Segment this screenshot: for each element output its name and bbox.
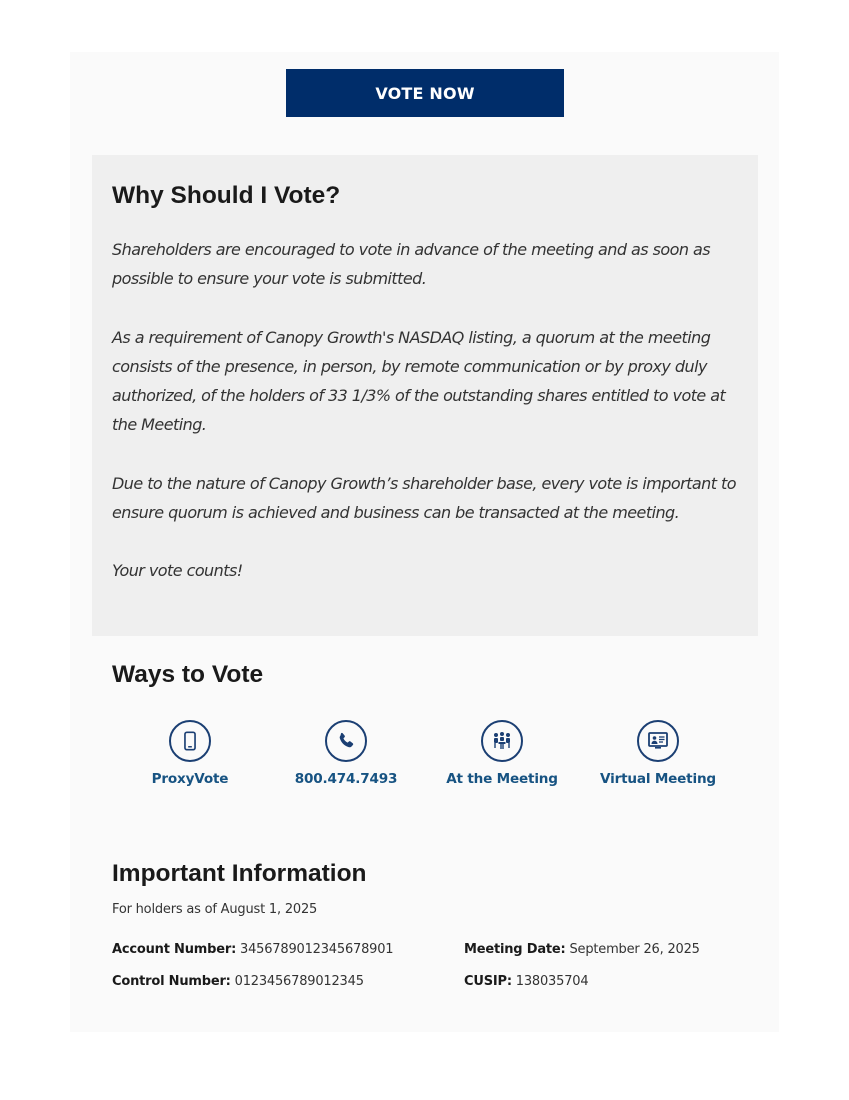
way-label[interactable]: At the Meeting <box>446 771 558 787</box>
why-paragraph: Shareholders are encouraged to vote in advance of the meeting and as soon as possible to ensure your vote is submitted. <box>112 240 711 289</box>
important-info-heading: Important Information <box>112 860 367 887</box>
why-paragraph: Due to the nature of Canopy Growth’s shareholder base, every vote is important to ensure quorum is achieved and business can be transacted at the meeting. <box>112 473 736 523</box>
way-at-meeting[interactable] <box>424 720 580 787</box>
way-label[interactable]: Virtual Meeting <box>600 771 716 787</box>
ways-to-vote-heading: Ways to Vote <box>112 661 264 688</box>
meeting-date-field <box>464 942 700 957</box>
why-paragraph: Your vote counts! <box>112 561 243 581</box>
way-label[interactable]: 800.474.7493 <box>294 771 398 787</box>
why-paragraph: As a requirement of Canopy Growth's NASDAQ listing, a quorum at the meeting consists of the presence, in person, by remote communication or by proxy duly authorized, of the holders of 33 1/3% of the outstanding shares entitled to vote at the Meeting. <box>112 327 726 435</box>
why-vote-body <box>112 235 752 615</box>
account-number-value: 3456789012345678901 <box>240 942 394 957</box>
cusip-value: 138035704 <box>515 974 589 989</box>
why-vote-panel <box>92 155 758 636</box>
account-number-field <box>112 942 393 957</box>
vote-now-button[interactable]: VOTE NOW <box>286 69 564 117</box>
meeting-date-value: September 26, 2025 <box>569 942 700 957</box>
cusip-field <box>464 974 588 989</box>
way-virtual-meeting[interactable] <box>580 720 736 787</box>
way-label[interactable]: ProxyVote <box>151 771 229 787</box>
ways-to-vote-list <box>112 720 752 800</box>
email-card <box>70 52 779 1032</box>
why-vote-heading: Why Should I Vote? <box>112 182 341 209</box>
holders-as-of-text: For holders as of August 1, 2025 <box>112 902 318 917</box>
meeting-date-label: Meeting Date: <box>464 942 566 957</box>
way-proxyvote[interactable] <box>112 720 268 787</box>
meeting-people-icon[interactable] <box>481 720 523 762</box>
mobile-phone-icon[interactable] <box>169 720 211 762</box>
control-number-field <box>112 974 364 989</box>
virtual-meeting-icon[interactable] <box>637 720 679 762</box>
control-number-label: Control Number: <box>112 974 231 989</box>
way-phone[interactable] <box>268 720 424 787</box>
cusip-label: CUSIP: <box>464 974 512 989</box>
control-number-value: 0123456789012345 <box>234 974 364 989</box>
account-number-label: Account Number: <box>112 942 237 957</box>
telephone-icon[interactable] <box>325 720 367 762</box>
